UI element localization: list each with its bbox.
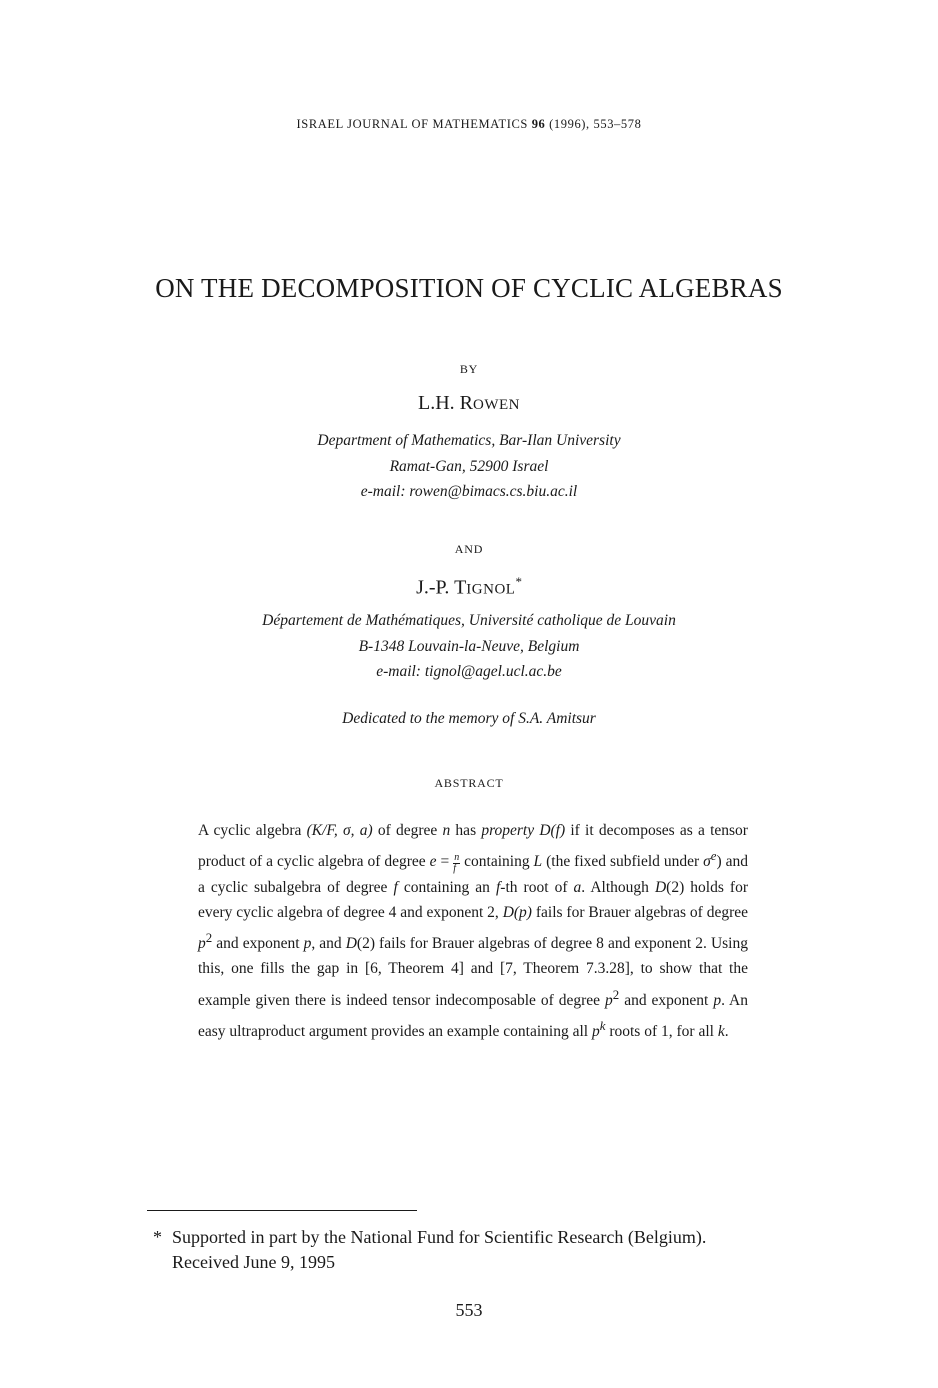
journal-year-pages: (1996), 553–578: [549, 117, 642, 131]
journal-name: ISRAEL JOURNAL OF MATHEMATICS: [296, 117, 528, 131]
footnote-received: Received June 9, 1995: [172, 1252, 335, 1272]
author-surname-initial: R: [459, 392, 473, 414]
author-rowen: [0, 392, 938, 415]
journal-volume: 96: [531, 117, 546, 131]
footnote-rule: [147, 1210, 417, 1211]
by-label: BY: [459, 362, 479, 376]
author-surname-initial: T: [454, 576, 467, 599]
abstract-heading: ABSTRACT: [434, 776, 504, 790]
author-surname-rest: IGNOL: [466, 581, 516, 598]
affiliation-line: B-1348 Louvain-la-Neuve, Belgium: [358, 637, 580, 655]
abstract-body: A cyclic algebra (K/F, σ, a) of degree n has property D(f) if it decomposes as a tensor product of a cyclic algebra of degree e = $\frac{n}{f}$ containing L (the fixed subfield under $\sigma^e$) and a cyclic subalgebra of degree f containing an f-th root of a. Although D(2) holds for every cyclic algebra of degree 4 and exponent 2, D(p) fails for Brauer algebras of degree $p^2$ and exponent p, and D(2) fails for Brauer algebras of degree 8 and exponent 2. Using this, one fills the gap in [6, Theorem 4] and [7, Theorem 7.3.28], to show that the example given there is indeed tensor indecomposable of degree $p^2$ and exponent p. An easy ultraproduct argument provides an example containing all $p^k$ roots of 1, for all k.: [198, 822, 748, 1041]
paper-title: ON THE DECOMPOSITION OF CYCLIC ALGEBRAS: [155, 273, 783, 303]
affiliation-tignol: [0, 608, 938, 685]
affiliation-line: Département de Mathématiques, Université catholique de Louvain: [262, 612, 676, 629]
affiliation-rowen: [0, 428, 938, 505]
footnote: [153, 1225, 706, 1275]
author-initials: J.-P.: [416, 576, 455, 599]
author-initials: L.H.: [417, 392, 460, 414]
dedication: Dedicated to the memory of S.A. Amitsur: [342, 710, 596, 727]
email-line: e-mail: rowen@bimacs.cs.biu.ac.il: [360, 483, 578, 500]
author-tignol: [0, 574, 938, 600]
page-number: 553: [455, 1300, 483, 1320]
footnote-support: Supported in part by the National Fund for Scientific Research (Belgium).: [172, 1227, 707, 1247]
journal-header: [0, 117, 938, 132]
footnote-marker: *: [515, 574, 522, 589]
footnote-star: *: [153, 1227, 162, 1247]
author-surname-rest: OWEN: [473, 397, 520, 413]
affiliation-line: Ramat-Gan, 52900 Israel: [389, 457, 549, 475]
email-line: e-mail: tignol@agel.ucl.ac.be: [376, 663, 562, 680]
affiliation-line: Department of Mathematics, Bar-Ilan University: [317, 432, 621, 449]
fraction-n-over-f: $\frac{n}{f}$: [453, 851, 460, 874]
and-label: AND: [454, 542, 484, 556]
